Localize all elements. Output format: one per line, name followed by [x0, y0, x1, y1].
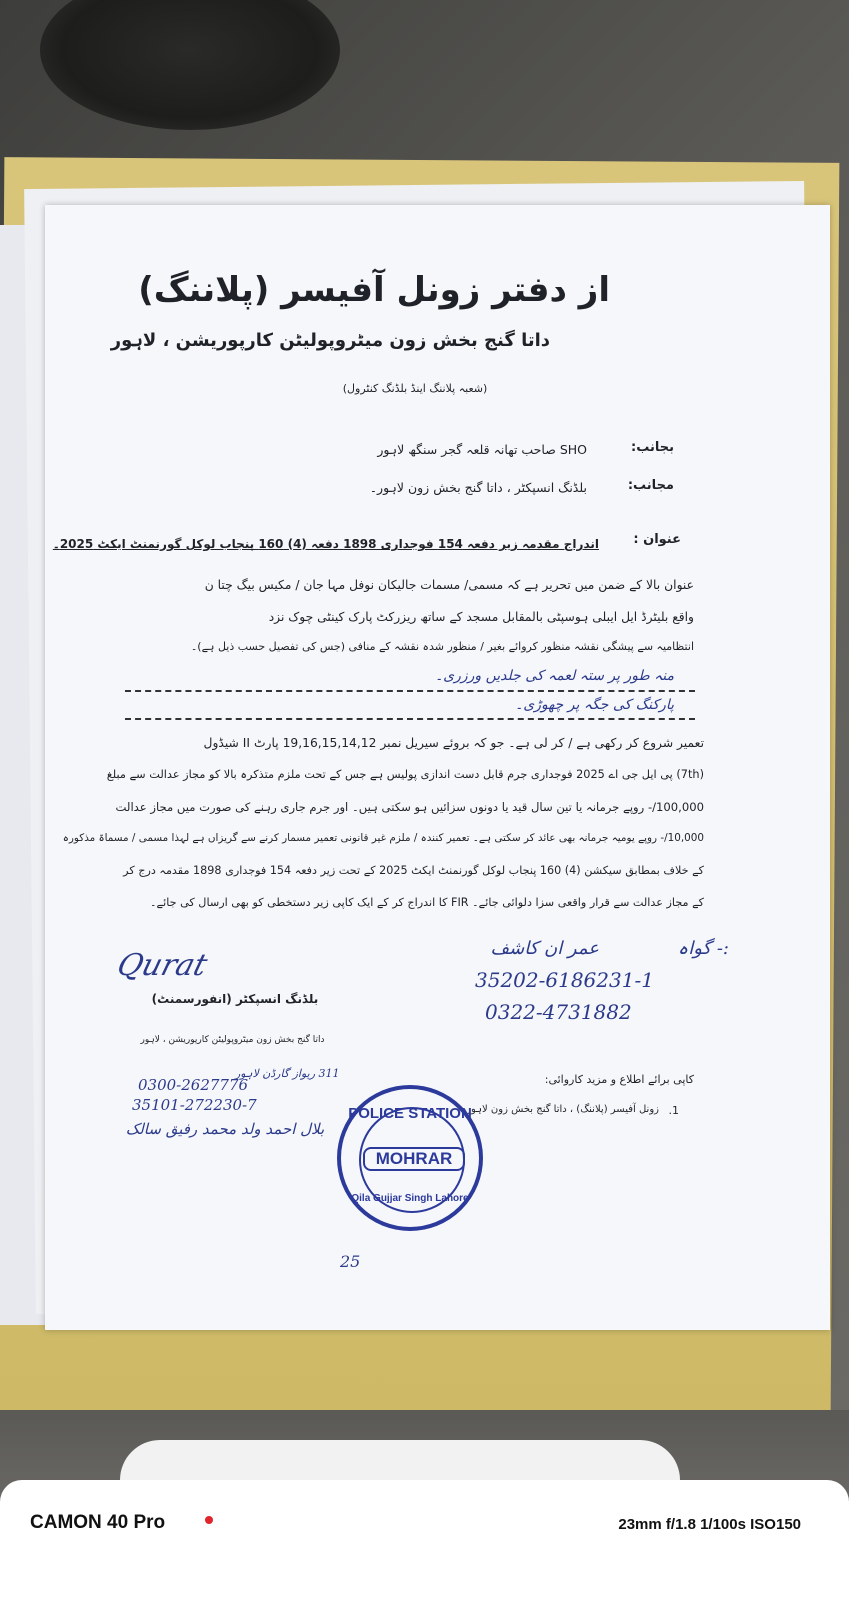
background-object	[40, 0, 340, 130]
para-line-3: 100,000/- روپے جرمانہ یا تین سال قید یا دونوں سزائیں ہو سکتی ہیں۔ اور جرم جاری رہنے کی صورت میں مجاز عدالت	[115, 800, 704, 814]
office-title: از دفتر زونل آفیسر (پلاننگ)	[138, 270, 610, 310]
para-line-1: تعمیر شروع کر رکھی ہے / کر لی ہے۔ جو کہ بروئے سیریل نمبر 19,16,15,14,12 پارٹ II شیڈول	[203, 736, 704, 750]
witness-name: عمر ان کاشف	[490, 938, 599, 959]
signature: Qurat	[113, 948, 211, 983]
record-dot-icon	[205, 1516, 213, 1524]
body-line-5: پارکنگ کی جگہ پر چھوڑی۔	[515, 697, 674, 713]
signatory-name: بلال احمد ولد محمد رفیق سالک	[125, 1120, 325, 1138]
from-label: مجانب:	[627, 478, 674, 493]
copy-item-number: 1.	[668, 1104, 679, 1117]
to-label: بجانب:	[631, 440, 674, 455]
copy-item-text: زونل آفیسر (پلاننگ) ، داتا گنج بخش زون لاہور۔	[460, 1104, 659, 1115]
body-line-3: انتظامیہ سے پیشگی نقشہ منظور کروائے بغیر / منظور شدہ نقشہ کے منافی (جس کی تفصیل حسب ذیل ہے)۔	[190, 640, 694, 653]
camera-watermark	[0, 1480, 849, 1600]
witness-cnic: 35202-6186231-1	[475, 968, 654, 992]
stamp-top-text: POLICE STATION	[348, 1105, 472, 1122]
stamp-middle-text: MOHRAR	[363, 1147, 465, 1171]
para-line-6: کے مجاز عدالت سے قرار واقعی سزا دلوائی جائے۔ FIR کا اندراج کر کے ایک کاپی زیر دستخطی کو بھی ارسال کی جائے۔	[150, 896, 704, 909]
dotted-line	[125, 718, 695, 720]
police-stamp	[337, 1085, 483, 1231]
zone-title: داتا گنج بخش زون میٹروپولیٹن کارپوریشن ، لاہور	[110, 330, 550, 351]
signatory-cnic: 35101-272230-7	[132, 1096, 257, 1114]
stamp-date: 25	[340, 1252, 361, 1271]
to-text: SHO صاحب تھانہ قلعہ گجر سنگھ لاہور	[377, 442, 587, 457]
signatory-zone: داتا گنج بخش زون میٹروپولیٹن کارپوریشن ، لاہور	[140, 1035, 325, 1045]
camera-specs: 23mm f/1.8 1/100s ISO150	[618, 1516, 801, 1533]
copy-label: کاپی برائے اطلاع و مزید کاروائی:	[544, 1073, 694, 1086]
subject-label: عنوان :	[633, 532, 681, 547]
subject-text: اندراج مقدمہ زیر دفعہ 154 فوجداری 1898 دفعہ (4) 160 پنجاب لوکل گورنمنٹ ایکٹ 2025۔	[52, 537, 599, 551]
para-line-4: 10,000/- روپے یومیہ جرمانہ بھی عائد کر سکتی ہے۔ تعمیر کنندہ / ملزم غیر قانونی تعمیر مسمار کرنے سے گریزاں ہے لہذا مسمی / مسماۃ مذکورہ	[62, 832, 704, 844]
body-line-4: منہ طور پر ستہ لعمہ کی جلدیں ورزری۔	[434, 668, 674, 684]
para-line-2: (7th) پی ایل جی اے 2025 فوجداری جرم قابل دست اندازی پولیس ہے جس کے تحت ملزم متذکرہ بالا کو مجاز عدالت سے مبلغ	[106, 768, 704, 781]
signatory-title: بلڈنگ انسپکٹر (انفورسمنٹ)	[151, 992, 319, 1006]
witness-label: :- گواہ	[677, 938, 729, 959]
signatory-address: 311 ریواز گارڈن لاہور	[235, 1067, 340, 1080]
body-line-2: واقع بلیٹرڈ ایل ایبلی ہوسپٹی بالمقابل مسجد کے ساتھ ریزرکٹ پارک کینٹی چوک نزد	[268, 610, 694, 624]
para-line-5: کے خلاف بمطابق سیکشن (4) 160 پنجاب لوکل گورنمنٹ ایکٹ 2025 کے تحت زیر دفعہ 154 فوجداری 1898 مقدمہ درج کر	[123, 864, 704, 877]
witness-phone: 0322-4731882	[485, 1000, 632, 1024]
camera-model: CAMON 40 Pro	[30, 1512, 166, 1533]
signatory-phone: 0300-2627776	[138, 1076, 249, 1094]
from-text: بلڈنگ انسپکٹر ، داتا گنج بخش زون لاہور۔	[369, 480, 587, 495]
stamp-bottom-text: Qila Gujjar Singh Lahore	[351, 1193, 469, 1204]
dotted-line	[125, 690, 695, 692]
body-line-1: عنوان بالا کے ضمن میں تحریر ہے کہ مسمی/ مسمات جالیکان نوفل مہا جان / مکیس بیگ چتا ن	[204, 578, 694, 592]
department-title: (شعبہ پلاننگ اینڈ بلڈنگ کنٹرول)	[342, 382, 488, 395]
